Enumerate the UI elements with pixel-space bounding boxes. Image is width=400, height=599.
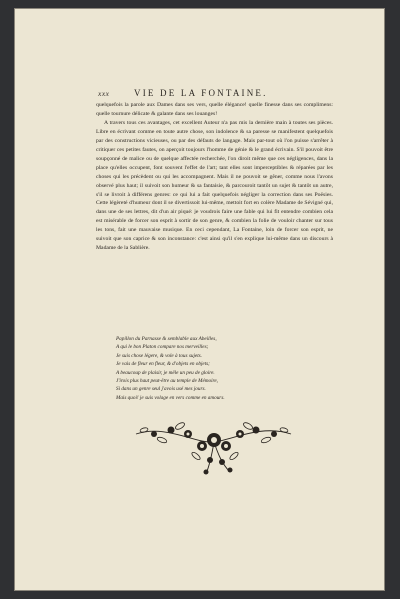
page-header	[98, 89, 328, 99]
verse-line: J'irois plus haut peut-être au temple de Mémoire,	[116, 378, 218, 385]
page-number: xxx	[98, 89, 110, 98]
verse-line: A qui le bon Platon compare nos merveilles;	[116, 344, 209, 351]
paragraph-2: A travers tous ces avantages, cet excellent Auteur n'a pas mis la dernière main à toutes ses pièces. Libre en écrivant comme en toute autre chose, son indolence & sa paresse se manifestent quelquefois par des constructions vicieuses, ou par des défauts de langage. Mais par-tout où l'on puisse s'arrêter à critiquer ces petites fautes, on aperçoit toujours l'homme de génie & le grand écrivain. S'il pouvoit être soupçonné de malice ou de quelque affectée recherchée, l'on diroit même que ces négligences, dans la place qu'elles occupent, font souvent l'effet de l'art; tant elles sont imperceptibles & réparées par les choses qui les précèdent ou qui les accompagnent. Mais il ne pouvoit se gêner, comme nous l'avons observé plus haut; il suivoit son humeur & sa fantaisie, & parcouroit tantôt un sujet & tantôt un autre, s'il se livroit à différens genres: ce qui lui a fait quelquefois négliger la correction dans ses Poësies. Cette légèreté d'humeur dont il se divertissoit lui-même, mettoit fort en colère Madame de Sévigné qui, dans une de ses lettres, dit d'un air piqué: je voudrois faire une fable qui lui fit entendre combien cela est misérable de forcer son esprit à sortir de son genre, & combien la folie de vouloir chanter sur tous les tons, fait une mauvaise musique. En ceci cependant, La Fontaine, loin de forcer son esprit, ne suivoit que son caprice & son inconstance: c'est ainsi qu'il s'en explique lui-même dans un discours à Madame de la Sablière.	[96, 119, 333, 252]
book-page	[14, 8, 385, 591]
verse-line: A beaucoup de plaisir, je mêle un peu de gloire.	[116, 369, 215, 376]
verse-line: Je suis chose légere, & vole à tous sujets.	[116, 352, 202, 359]
paragraph-1: quelquefois la parole aux Dames dans ses vers, quelle élégance! quelle finesse dans ses complimens: quelle tournure délicate & galante dans ses louanges!	[96, 102, 333, 117]
floral-garland-icon	[126, 404, 301, 479]
text-body	[96, 101, 333, 253]
verse-block	[116, 335, 336, 402]
verse-line: Je vais de fleur en fleur, & d'objets en objets;	[116, 361, 210, 368]
verse-line: Papillon du Parnasse & semblable aux Abeilles,	[116, 336, 217, 342]
verse-line: Si dans un genre seul j'avois usé mes jours.	[116, 386, 206, 393]
running-title: VIE DE LA FONTAINE.	[134, 88, 268, 98]
verse-line: Mais quoi! je suis volage en vers comme en amours.	[116, 394, 225, 401]
